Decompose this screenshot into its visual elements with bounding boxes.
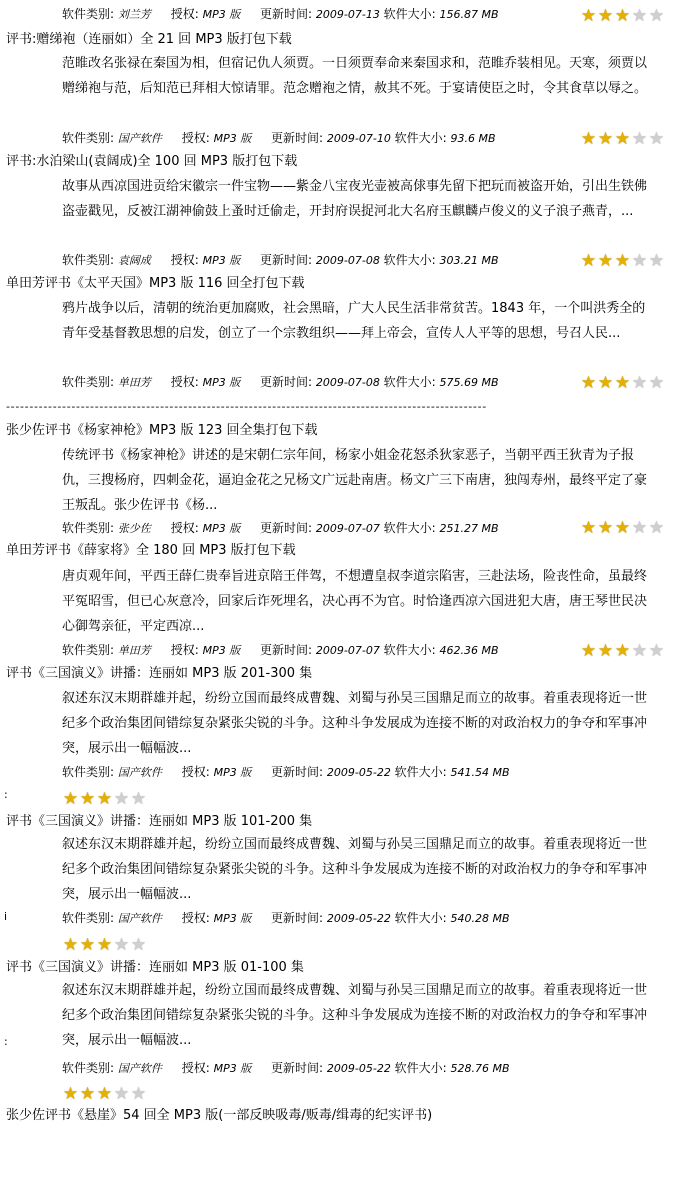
software-description: 鸦片战争以后，清朝的统治更加腐败，社会黑暗，广大人民生活非常贫苦。1843 年，一个叫洪秀全的青年受基督教思想的启发，创立了一个宗教组织——拜上帝会，宣传人人平等的思想，号召人民... bbox=[62, 301, 646, 341]
software-meta-row bbox=[62, 1058, 510, 1078]
license-label: 授权: bbox=[170, 521, 199, 535]
star-empty-icon: ★ bbox=[648, 518, 665, 538]
license-value: MP3 版 bbox=[213, 132, 252, 145]
star-empty-icon: ★ bbox=[648, 641, 665, 661]
size-value: 303.21 MB bbox=[439, 254, 499, 267]
star-filled-icon: ★ bbox=[597, 251, 614, 271]
size-value: 93.6 MB bbox=[450, 132, 496, 145]
updated-value: 2009-05-22 bbox=[326, 1062, 391, 1075]
license-label: 授权: bbox=[181, 131, 210, 145]
size-label: 软件大小: bbox=[383, 643, 436, 657]
bullet-marker: i bbox=[4, 910, 8, 923]
star-filled-icon: ★ bbox=[597, 641, 614, 661]
star-empty-icon: ★ bbox=[648, 6, 665, 26]
star-filled-icon: ★ bbox=[580, 129, 597, 149]
star-empty-icon: ★ bbox=[648, 129, 665, 149]
rating-stars bbox=[580, 641, 665, 661]
category-value[interactable]: 国产软件 bbox=[117, 912, 162, 925]
star-empty-icon: ★ bbox=[130, 1084, 147, 1104]
star-empty-icon: ★ bbox=[648, 251, 665, 271]
star-filled-icon: ★ bbox=[580, 251, 597, 271]
updated-label: 更新时间: bbox=[271, 765, 324, 779]
star-filled-icon: ★ bbox=[597, 373, 614, 393]
license-label: 授权: bbox=[170, 7, 199, 21]
star-filled-icon: ★ bbox=[614, 251, 631, 271]
license-label: 授权: bbox=[170, 643, 199, 657]
star-filled-icon: ★ bbox=[96, 1084, 113, 1104]
rating-stars bbox=[580, 373, 665, 393]
rating-stars bbox=[62, 935, 147, 955]
license-value: MP3 版 bbox=[213, 912, 252, 925]
star-empty-icon: ★ bbox=[130, 935, 147, 955]
updated-value: 2009-05-22 bbox=[326, 766, 391, 779]
star-empty-icon: ★ bbox=[631, 373, 648, 393]
star-filled-icon: ★ bbox=[79, 935, 96, 955]
updated-value: 2009-07-08 bbox=[315, 254, 380, 267]
size-value: 251.27 MB bbox=[439, 522, 499, 535]
size-label: 软件大小: bbox=[383, 521, 436, 535]
size-value: 528.76 MB bbox=[450, 1062, 510, 1075]
software-title-link[interactable]: 评书:赠绨袍（连丽如）全 21 回 MP3 版打包下载 bbox=[6, 32, 292, 47]
software-meta-row bbox=[62, 4, 499, 24]
category-value[interactable]: 国产软件 bbox=[117, 766, 162, 779]
star-empty-icon: ★ bbox=[113, 789, 130, 809]
star-empty-icon: ★ bbox=[113, 935, 130, 955]
size-value: 540.28 MB bbox=[450, 912, 510, 925]
star-filled-icon: ★ bbox=[614, 6, 631, 26]
license-value: MP3 版 bbox=[213, 766, 252, 779]
star-filled-icon: ★ bbox=[614, 518, 631, 538]
updated-label: 更新时间: bbox=[260, 7, 313, 21]
star-filled-icon: ★ bbox=[62, 1084, 79, 1104]
star-filled-icon: ★ bbox=[597, 6, 614, 26]
size-value: 156.87 MB bbox=[439, 8, 499, 21]
category-value[interactable]: 国产软件 bbox=[117, 132, 162, 145]
star-filled-icon: ★ bbox=[614, 641, 631, 661]
rating-stars bbox=[62, 1084, 147, 1104]
software-meta-row bbox=[62, 762, 510, 782]
software-title-link[interactable]: 评书《三国演义》讲播：连丽如 MP3 版 01-100 集 bbox=[6, 960, 304, 975]
category-label: 软件类别: bbox=[62, 765, 115, 779]
updated-label: 更新时间: bbox=[260, 375, 313, 389]
category-value[interactable]: 单田芳 bbox=[117, 376, 151, 389]
star-filled-icon: ★ bbox=[580, 373, 597, 393]
software-meta-row bbox=[62, 128, 496, 148]
updated-label: 更新时间: bbox=[260, 643, 313, 657]
size-label: 软件大小: bbox=[383, 375, 436, 389]
size-value: 462.36 MB bbox=[439, 644, 499, 657]
star-filled-icon: ★ bbox=[62, 789, 79, 809]
star-filled-icon: ★ bbox=[597, 518, 614, 538]
updated-value: 2009-07-08 bbox=[315, 376, 380, 389]
updated-value: 2009-07-13 bbox=[315, 8, 380, 21]
rating-stars bbox=[580, 6, 665, 26]
updated-value: 2009-07-07 bbox=[315, 522, 380, 535]
software-title-link[interactable]: 评书《三国演义》讲播：连丽如 MP3 版 101-200 集 bbox=[6, 814, 313, 829]
license-label: 授权: bbox=[181, 911, 210, 925]
updated-value: 2009-07-07 bbox=[315, 644, 380, 657]
license-label: 授权: bbox=[181, 1061, 210, 1075]
dashed-divider: ------------------------------------------------------------------------------------------------------- bbox=[6, 400, 487, 413]
software-meta-row bbox=[62, 908, 510, 928]
license-value: MP3 版 bbox=[202, 254, 241, 267]
license-value: MP3 版 bbox=[202, 644, 241, 657]
updated-label: 更新时间: bbox=[271, 1061, 324, 1075]
star-empty-icon: ★ bbox=[631, 641, 648, 661]
category-label: 软件类别: bbox=[62, 911, 115, 925]
star-empty-icon: ★ bbox=[130, 789, 147, 809]
updated-label: 更新时间: bbox=[271, 131, 324, 145]
updated-label: 更新时间: bbox=[260, 253, 313, 267]
size-label: 软件大小: bbox=[394, 131, 447, 145]
star-filled-icon: ★ bbox=[79, 1084, 96, 1104]
updated-label: 更新时间: bbox=[260, 521, 313, 535]
software-description: 叙述东汉末期群雄并起，纷纷立国而最终成曹魏、刘蜀与孙吴三国鼎足而立的故事。着重表现将近一世纪多个政治集团间错综复杂紧张尖锐的斗争。这种斗争发展成为连接不断的对政治权力的争夺和军事冲突，展示出一幅幅波... bbox=[62, 983, 648, 1048]
star-empty-icon: ★ bbox=[631, 251, 648, 271]
license-value: MP3 版 bbox=[202, 376, 241, 389]
software-description: 唐贞观年间，平西王薛仁贵奉旨进京陪王伴驾，不想遭皇叔李道宗陷害，三赴法场，险丧性命，虽最终平冤昭雪，但已心灰意冷，回家后诈死埋名，决心再不为官。时恰逢西凉六国进犯大唐，唐王琴世民决心御驾亲征，平定西凉... bbox=[62, 569, 648, 634]
star-empty-icon: ★ bbox=[631, 129, 648, 149]
star-empty-icon: ★ bbox=[631, 518, 648, 538]
star-empty-icon: ★ bbox=[631, 6, 648, 26]
category-value[interactable]: 张少佐 bbox=[117, 522, 151, 535]
software-meta-row bbox=[62, 372, 499, 392]
star-filled-icon: ★ bbox=[79, 789, 96, 809]
license-value: MP3 版 bbox=[202, 8, 241, 21]
software-title-link[interactable]: 张少佐评书《杨家神枪》MP3 版 123 回全集打包下载 bbox=[6, 423, 318, 438]
software-title-link[interactable]: 单田芳评书《薛家将》全 180 回 MP3 版打包下载 bbox=[6, 543, 296, 558]
size-label: 软件大小: bbox=[383, 253, 436, 267]
license-label: 授权: bbox=[170, 375, 199, 389]
category-label: 软件类别: bbox=[62, 253, 115, 267]
star-filled-icon: ★ bbox=[96, 789, 113, 809]
star-filled-icon: ★ bbox=[62, 935, 79, 955]
star-filled-icon: ★ bbox=[597, 129, 614, 149]
size-label: 软件大小: bbox=[394, 911, 447, 925]
software-title-link[interactable]: 单田芳评书《太平天国》MP3 版 116 回全打包下载 bbox=[6, 276, 305, 291]
star-empty-icon: ★ bbox=[113, 1084, 130, 1104]
category-value[interactable]: 袁阔成 bbox=[117, 254, 151, 267]
size-label: 软件大小: bbox=[394, 765, 447, 779]
software-title-link[interactable]: 评书:水泊梁山(袁阔成)全 100 回 MP3 版打包下载 bbox=[6, 154, 298, 169]
updated-value: 2009-05-22 bbox=[326, 912, 391, 925]
size-label: 软件大小: bbox=[383, 7, 436, 21]
software-meta-row bbox=[62, 250, 499, 270]
software-description: 传统评书《杨家神枪》讲述的是宋朝仁宗年间，杨家小姐金花怒杀狄家恶子，当朝平西王狄青为子报仇，三搜杨府，四刺金花，逼迫金花之兄杨文广远赴南唐。杨文广三下南唐，独闯寿州，最终平定了豪王叛乱。张少佐评书《杨... bbox=[62, 448, 648, 513]
star-filled-icon: ★ bbox=[580, 518, 597, 538]
star-filled-icon: ★ bbox=[614, 129, 631, 149]
category-label: 软件类别: bbox=[62, 1061, 115, 1075]
updated-value: 2009-07-10 bbox=[326, 132, 391, 145]
size-label: 软件大小: bbox=[394, 1061, 447, 1075]
category-label: 软件类别: bbox=[62, 375, 115, 389]
star-empty-icon: ★ bbox=[648, 373, 665, 393]
software-description: 叙述东汉末期群雄并起，纷纷立国而最终成曹魏、刘蜀与孙吴三国鼎足而立的故事。着重表现将近一世纪多个政治集团间错综复杂紧张尖锐的斗争。这种斗争发展成为连接不断的对政治权力的争夺和军事冲突，展示出一幅幅波... bbox=[62, 691, 648, 756]
license-value: MP3 版 bbox=[202, 522, 241, 535]
category-label: 软件类别: bbox=[62, 643, 115, 657]
category-value[interactable]: 单田芳 bbox=[117, 644, 151, 657]
software-description: 故事从西凉国进贡给宋徽宗一件宝物——紫金八宝夜光壶被高俅事先留下把玩而被盗开始，引出生铁佛盗壶戳见，反被江湖神偷鼓上蚤时迁偷走，开封府误捉河北大名府玉麒麟卢俊义的义子浪子燕青，... bbox=[62, 179, 648, 219]
license-value: MP3 版 bbox=[213, 1062, 252, 1075]
star-filled-icon: ★ bbox=[614, 373, 631, 393]
category-label: 软件类别: bbox=[62, 521, 115, 535]
size-value: 575.69 MB bbox=[439, 376, 499, 389]
rating-stars bbox=[62, 789, 147, 809]
software-meta-row bbox=[62, 518, 499, 538]
star-filled-icon: ★ bbox=[96, 935, 113, 955]
category-label: 软件类别: bbox=[62, 7, 115, 21]
star-filled-icon: ★ bbox=[580, 6, 597, 26]
category-value[interactable]: 国产软件 bbox=[117, 1062, 162, 1075]
software-title-link[interactable]: 张少佐评书《悬崖》54 回全 MP3 版(一部反映吸毒/贩毒/缉毒的纪实评书) bbox=[6, 1108, 433, 1123]
bullet-marker: : bbox=[4, 788, 8, 801]
star-filled-icon: ★ bbox=[580, 641, 597, 661]
size-value: 541.54 MB bbox=[450, 766, 510, 779]
bullet-marker: : bbox=[4, 1035, 8, 1048]
software-meta-row bbox=[62, 640, 499, 660]
license-label: 授权: bbox=[170, 253, 199, 267]
rating-stars bbox=[580, 251, 665, 271]
software-description: 范睢改名张禄在秦国为相，但宿记仇人须贾。一日须贾奉命来秦国求和，范睢乔装相见。天寒，须贾以赠绨袍与范，后知范已拜相大惊请罪。范念赠袍之情，赦其不死。于宴请使臣之时，令其食草以辱之。 bbox=[62, 56, 648, 96]
license-label: 授权: bbox=[181, 765, 210, 779]
software-description: 叙述东汉末期群雄并起，纷纷立国而最终成曹魏、刘蜀与孙吴三国鼎足而立的故事。着重表现将近一世纪多个政治集团间错综复杂紧张尖锐的斗争。这种斗争发展成为连接不断的对政治权力的争夺和军事冲突，展示出一幅幅波... bbox=[62, 837, 648, 902]
category-value[interactable]: 刘兰芳 bbox=[117, 8, 151, 21]
software-title-link[interactable]: 评书《三国演义》讲播：连丽如 MP3 版 201-300 集 bbox=[6, 666, 313, 681]
rating-stars bbox=[580, 518, 665, 538]
rating-stars bbox=[580, 129, 665, 149]
category-label: 软件类别: bbox=[62, 131, 115, 145]
updated-label: 更新时间: bbox=[271, 911, 324, 925]
